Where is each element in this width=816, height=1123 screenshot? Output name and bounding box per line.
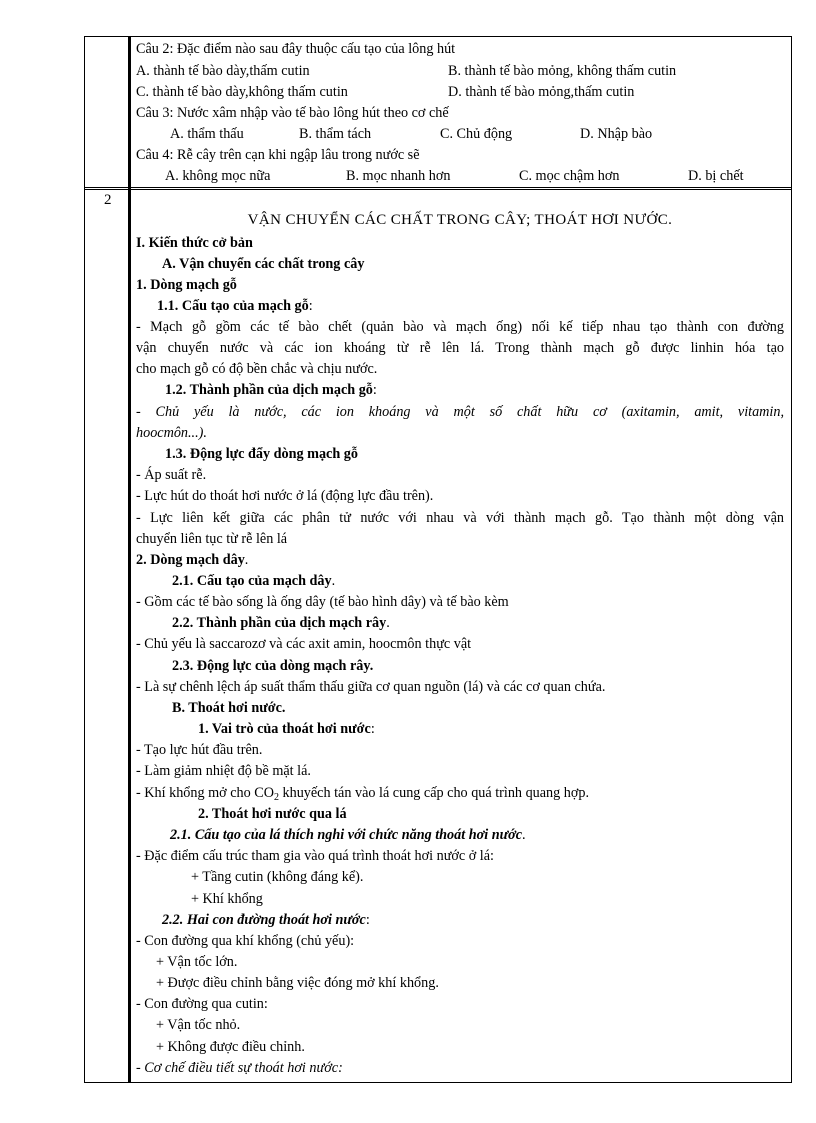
q3-option-d: D. Nhập bào [580, 126, 653, 142]
paragraph-2-3: - Là sự chênh lệch áp suất thẩm thấu giữa cơ quan nguồn (lá) và các cơ quan chứa. [136, 679, 606, 695]
paragraph-2-1: - Gồm các tế bào sống là ống dây (tế bào hình dây) và tế bào kèm [136, 594, 509, 610]
q2-option-b: B. thành tế bào mỏng, không thấm cutin [448, 63, 677, 79]
q2-option-c: C. thành tế bào dày,không thấm cutin [136, 84, 348, 100]
paragraph-b-2-2-b: + Vận tốc lớn. [156, 954, 238, 970]
paragraph-b-2-2-d: - Con đường qua cutin: [136, 996, 268, 1012]
row-number: 2 [104, 192, 112, 208]
q3-option-a: A. thẩm thấu [170, 126, 244, 142]
column-divider-inner [130, 36, 131, 1083]
paragraph-1-1-line-3: cho mạch gỗ có độ bền chắc và chịu nước. [136, 361, 378, 377]
paragraph-b-2-2-e: + Vận tốc nhỏ. [156, 1017, 241, 1033]
paragraph-b-2-1-b: + Tầng cutin (không đáng kể). [191, 869, 364, 885]
heading-b-2-1: 2.1. Cấu tạo của lá thích nghi với chức năng thoát hơi nước. [170, 827, 526, 843]
paragraph-b-2-2-a: - Con đường qua khí khổng (chủ yếu): [136, 933, 355, 949]
heading-basic-knowledge: I. Kiến thức cở bản [136, 235, 253, 251]
row-divider [84, 187, 792, 190]
paragraph-2-2: - Chủ yếu là saccarozơ và các axit amin, hoocmôn thực vật [136, 636, 472, 652]
q3-option-b: B. thẩm tách [299, 126, 372, 142]
q3-option-c: C. Chủ động [440, 126, 513, 142]
q4-option-a: A. không mọc nữa [165, 168, 271, 184]
q2-option-a: A. thành tế bào dày,thấm cutin [136, 63, 310, 79]
paragraph-b-2-1-a: - Đặc điểm cấu trúc tham gia vào quá trình thoát hơi nước ở lá: [136, 848, 494, 864]
q4-option-c: C. mọc chậm hơn [519, 168, 620, 184]
heading-1-2: 1.2. Thành phần của dịch mạch gỗ: [165, 382, 377, 398]
paragraph-1-3-c: - Lực liên kết giữa các phân tử nước với nhau và với thành mạch gỗ. Tạo thành một dòng vận [136, 510, 784, 526]
paragraph-1-3-a: - Áp suất rễ. [136, 467, 207, 483]
heading-b-2-2: 2.2. Hai con đường thoát hơi nước: [162, 912, 370, 928]
heading-b-1: 1. Vai trò của thoát hơi nước: [198, 721, 375, 737]
section-title: VẬN CHUYỂN CÁC CHẤT TRONG CÂY; THOÁT HƠI NƯỚC. [247, 212, 673, 228]
paragraph-b-2-2-f: + Không được điều chỉnh. [156, 1039, 305, 1055]
q2-option-d: D. thành tế bào mỏng,thấm cutin [448, 84, 635, 100]
paragraph-1-2-line-2: hoocmôn...). [136, 425, 207, 441]
heading-a: A. Vận chuyển các chất trong cây [162, 256, 365, 272]
heading-xylem-flow: 1. Dòng mạch gỗ [136, 277, 237, 293]
heading-phloem-flow: 2. Dòng mạch dây. [136, 552, 249, 568]
paragraph-1-1-line-1: - Mạch gỗ gồm các tế bào chết (quản bào và mạch ống) nối kế tiếp nhau tạo thành con đường [136, 319, 784, 335]
heading-b-2: 2. Thoát hơi nước qua lá [198, 806, 347, 822]
paragraph-b-1-a: - Tạo lực hút đầu trên. [136, 742, 263, 758]
heading-2-3: 2.3. Động lực của dòng mạch rây. [172, 658, 374, 674]
paragraph-1-3-d: chuyển liên tục từ rễ lên lá [136, 531, 288, 547]
paragraph-1-1-line-2: vận chuyển nước và các ion khoáng từ rễ lên lá. Trong thành mạch gỗ được linhin hóa tạo [136, 340, 784, 356]
paragraph-1-3-b: - Lực hút do thoát hơi nước ở lá (động lực đầu trên). [136, 488, 434, 504]
heading-1-3: 1.3. Động lực đẩy dòng mạch gỗ [165, 446, 358, 462]
paragraph-b-2-3: - Cơ chế điều tiết sự thoát hơi nước: [136, 1060, 343, 1076]
question-3: Câu 3: Nước xâm nhập vào tế bào lông hút theo cơ chế [136, 105, 449, 121]
paragraph-b-2-2-c: + Được điều chỉnh bằng việc đóng mở khí khổng. [156, 975, 439, 991]
question-4: Câu 4: Rễ cây trên cạn khi ngập lâu trong nước sẽ [136, 147, 420, 163]
q4-option-b: B. mọc nhanh hơn [346, 168, 451, 184]
question-2: Câu 2: Đặc điểm nào sau đây thuộc cấu tạo của lông hút [136, 41, 456, 57]
heading-2-1: 2.1. Cấu tạo của mạch dây. [172, 573, 336, 589]
heading-1-1: 1.1. Cấu tạo của mạch gỗ: [157, 298, 313, 314]
q4-option-d: D. bị chết [688, 168, 744, 184]
paragraph-b-2-1-c: + Khí khổng [191, 891, 263, 907]
paragraph-b-1-c: - Khí khổng mở cho $CO_2$ khuyếch tán vào lá cung cấp cho quá trình quang hợp. [136, 785, 590, 803]
paragraph-b-1-b: - Làm giảm nhiệt độ bề mặt lá. [136, 763, 311, 779]
heading-2-2: 2.2. Thành phần của dịch mạch rây. [172, 615, 390, 631]
heading-b: B. Thoát hơi nước. [172, 700, 286, 716]
paragraph-1-2-line-1: - Chủ yếu là nước, các ion khoáng và một số chất hữu cơ (axitamin, amit, vitamin, [136, 404, 784, 420]
